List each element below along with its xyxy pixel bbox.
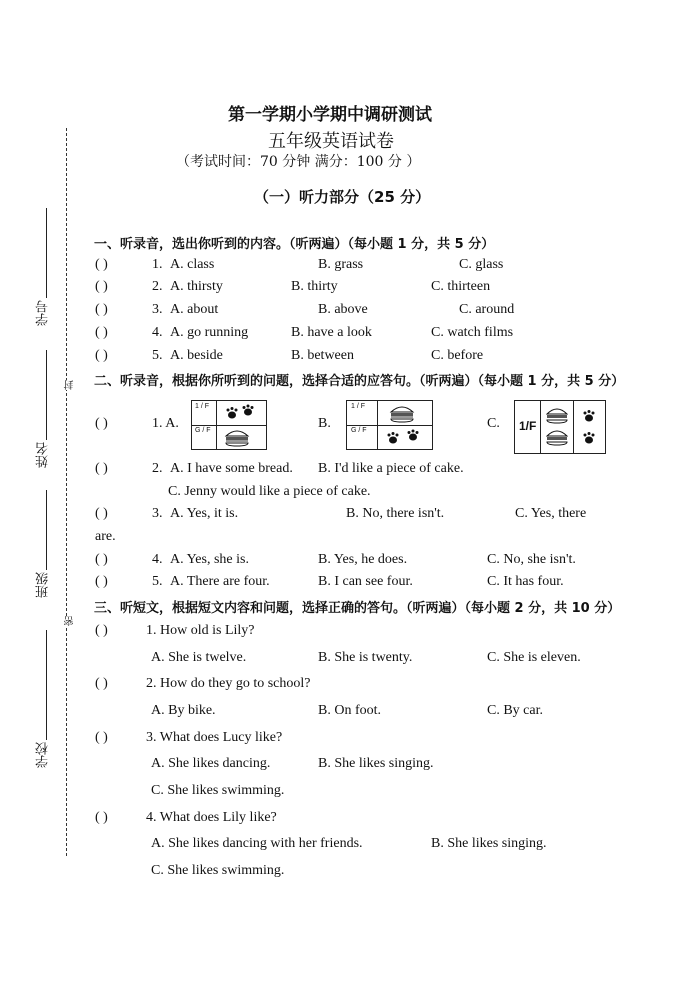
question-number: 3. xyxy=(152,506,163,521)
question-number: 5. xyxy=(152,574,163,589)
question-number: 1. A. xyxy=(152,416,179,431)
option-a: A. There are four. xyxy=(170,574,270,589)
option-b: B. She likes singing. xyxy=(431,836,547,851)
answer-paren[interactable]: ( ) xyxy=(95,623,108,638)
option-c-label: C. xyxy=(487,416,500,431)
school-label: 学校 xyxy=(36,742,51,768)
option-a: A. thirsty xyxy=(170,279,223,294)
option-a: A. By bike. xyxy=(151,703,216,718)
option-c: C. It has four. xyxy=(487,574,564,589)
exam-title: 第一学期小学期中调研测试 xyxy=(228,105,432,125)
school-line xyxy=(46,630,47,740)
option-c: C. watch films xyxy=(431,325,514,340)
student-no-label: 学号 xyxy=(36,300,51,326)
class-line xyxy=(46,490,47,570)
answer-paren[interactable]: ( ) xyxy=(95,676,108,691)
burger-icon xyxy=(389,403,415,423)
secret-char: 密 xyxy=(65,616,76,626)
option-b-label: B. xyxy=(318,416,331,431)
section2-heading: 二、听录音，根据你所听到的问题，选择合适的应答句。（听两遍）（每小题 1 分，共 5 分） xyxy=(94,374,625,389)
option-a: A. Yes, it is. xyxy=(170,506,239,521)
question-text: 3. What does Lucy like? xyxy=(146,730,283,745)
answer-paren[interactable]: ( ) xyxy=(95,810,108,825)
class-label: 班级 xyxy=(36,572,51,598)
question-number: 1. xyxy=(152,257,163,272)
option-c: C. No, she isn't. xyxy=(487,552,576,567)
name-line xyxy=(46,350,47,440)
option-b: B. She is twenty. xyxy=(318,650,413,665)
answer-paren[interactable]: ( ) xyxy=(95,574,108,589)
exam-subtitle: 五年级英语试卷 xyxy=(268,131,394,152)
option-b: B. On foot. xyxy=(318,703,381,718)
question-number: 4. xyxy=(152,552,163,567)
question-number: 3. xyxy=(152,302,163,317)
section1-heading: 一、听录音，选出你听到的内容。（听两遍）（每小题 1 分，共 5 分） xyxy=(94,237,495,252)
option-a: A. She is twelve. xyxy=(151,650,247,665)
question-number: 5. xyxy=(152,348,163,363)
option-c: C. before xyxy=(431,348,484,363)
option-a: A. about xyxy=(170,302,219,317)
option-c: C. glass xyxy=(459,257,504,272)
option-c: C. around xyxy=(459,302,515,317)
floor-label: 1 / F xyxy=(351,403,366,410)
option-b: B. have a look xyxy=(291,325,372,340)
paw-prints-icon xyxy=(579,405,599,449)
picture-option-a xyxy=(191,400,267,450)
binding-dotted-line xyxy=(66,128,67,856)
option-b: B. No, there isn't. xyxy=(346,506,445,521)
student-no-line xyxy=(46,208,47,298)
option-c: C. Jenny would like a piece of cake. xyxy=(168,484,371,499)
option-c: C. She is eleven. xyxy=(487,650,581,665)
option-b: B. thirty xyxy=(291,279,338,294)
option-c: C. She likes swimming. xyxy=(151,783,285,798)
answer-paren[interactable]: ( ) xyxy=(95,325,108,340)
exam-info: （考试时间：70 分钟 满分：100 分 ） xyxy=(176,154,421,170)
option-b: B. I can see four. xyxy=(318,574,413,589)
answer-paren[interactable]: ( ) xyxy=(95,279,108,294)
question-text: 2. How do they go to school? xyxy=(146,676,311,691)
floor-label: G / F xyxy=(195,427,211,434)
answer-paren[interactable]: ( ) xyxy=(95,461,108,476)
answer-paren[interactable]: ( ) xyxy=(95,416,108,431)
answer-paren[interactable]: ( ) xyxy=(95,348,108,363)
option-a: A. She likes dancing with her friends. xyxy=(151,836,363,851)
paw-prints-icon xyxy=(385,428,425,446)
question-text: 4. What does Lily like? xyxy=(146,810,277,825)
option-b: B. I'd like a piece of cake. xyxy=(318,461,464,476)
question-number: 2. xyxy=(152,279,163,294)
picture-option-b xyxy=(346,400,433,450)
option-c: C. thirteen xyxy=(431,279,491,294)
question-text: 1. How old is Lily? xyxy=(146,623,255,638)
option-c: C. By car. xyxy=(487,703,543,718)
floor-label: 1/F xyxy=(519,419,537,433)
floor-label: 1 / F xyxy=(195,403,210,410)
option-b: B. She likes singing. xyxy=(318,756,434,771)
option-c-continued: are. xyxy=(95,529,116,544)
option-a: A. class xyxy=(170,257,215,272)
question-number: 2. xyxy=(152,461,163,476)
picture-option-c xyxy=(514,400,606,454)
option-c: C. Yes, there xyxy=(515,506,587,521)
option-a: A. I have some bread. xyxy=(170,461,293,476)
option-a: A. She likes dancing. xyxy=(151,756,271,771)
name-label: 姓名 xyxy=(36,442,51,468)
option-a: A. Yes, she is. xyxy=(170,552,249,567)
answer-paren[interactable]: ( ) xyxy=(95,257,108,272)
option-b: B. between xyxy=(291,348,354,363)
option-b: B. Yes, he does. xyxy=(318,552,408,567)
burger-icon xyxy=(546,405,568,449)
option-b: B. above xyxy=(318,302,368,317)
answer-paren[interactable]: ( ) xyxy=(95,552,108,567)
answer-paren[interactable]: ( ) xyxy=(95,730,108,745)
option-c: C. She likes swimming. xyxy=(151,863,285,878)
question-number: 4. xyxy=(152,325,163,340)
burger-icon xyxy=(224,427,250,447)
option-a: A. beside xyxy=(170,348,223,363)
floor-label: G / F xyxy=(351,427,367,434)
answer-paren[interactable]: ( ) xyxy=(95,302,108,317)
section3-heading: 三、听短文，根据短文内容和问题，选择正确的答句。（听两遍）（每小题 2 分，共 10 分） xyxy=(94,601,621,616)
answer-paren[interactable]: ( ) xyxy=(95,506,108,521)
option-a: A. go running xyxy=(170,325,249,340)
seal-char: 封 xyxy=(65,380,76,390)
part-title: （一）听力部分（25 分） xyxy=(254,188,431,206)
paw-prints-icon xyxy=(224,404,258,422)
option-b: B. grass xyxy=(318,257,364,272)
